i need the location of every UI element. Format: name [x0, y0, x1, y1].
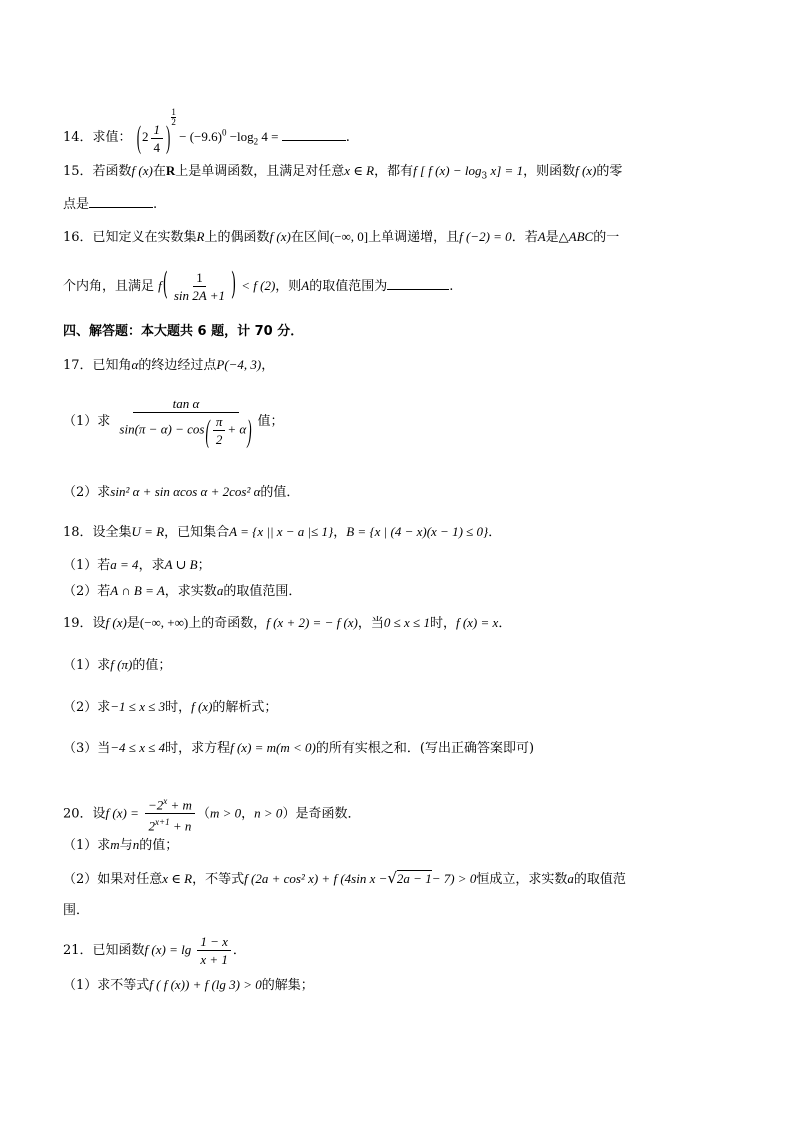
question-19-stem: 19．设f (x)是(−∞, +∞)上的奇函数，f (x + 2) = − f (x)，当0 ≤ x ≤ 1时，f (x) = x．	[63, 615, 512, 631]
question-20-stem: 20．设f (x) = $\frac{-2^x + m}{2^{x+1} + n}$ （m > 0，n > 0）是奇函数．	[63, 796, 361, 834]
question-20-part-2: （2）如果对任意x ∈ R，不等式f (2a + cos² x) + f (4sin x −√2a − 1− 7) > 0恒成立，求实数a的取值范	[63, 869, 626, 887]
question-17-stem: 17．已知角α的终边经过点P(−4, 3)，	[63, 357, 275, 373]
q14-expression: (2 $\frac{1}{4}$ ) $\frac{1}{2}$ − $(-9.6)^0 -\log_2$ 4 =	[136, 107, 279, 155]
question-14: 14．求值： (2 $\frac{1}{4}$ ) $\frac{1}{2}$ − $(-9.6)^0 -\log_2$ 4 = .	[63, 107, 350, 155]
question-18-part-2: （2）若A ∩ B = A，求实数a的取值范围．	[63, 583, 302, 599]
question-15-line-1: 15．若函数f (x)在R上是单调函数，且满足对任意x ∈ R，都有f [ f $(x) - \log_3 x] = 1$，则函数f (x)的零	[63, 163, 623, 182]
question-18-part-1: （1）若a = 4，求A ∪ B；	[63, 557, 211, 573]
question-15-line-2: 点是 .	[63, 197, 158, 212]
question-20-part-1: （1）求m与n的值；	[63, 837, 179, 853]
question-19-part-3: （3）当−4 ≤ x ≤ 4时，求方程f (x) = m(m < 0)的所有实根之和．(写出正确答案即可)	[63, 740, 535, 756]
question-19-part-1: （1）求f (π)的值；	[63, 657, 172, 673]
section-4-heading: 四、解答题：本大题共 6 题，计 70 分．	[63, 324, 304, 339]
question-18-stem: 18．设全集U = R，已知集合A = {x || x − a |≤ 1}，B = {x | (4 − x)(x − 1) ≤ 0}．	[63, 524, 502, 540]
q15-answer-blank	[89, 195, 153, 208]
question-21-stem: 21．已知函数f (x) = lg $\frac{1 - x}{x + 1}$ ．	[63, 934, 246, 967]
q16-answer-blank	[387, 277, 449, 290]
question-20-part-2-line-2: 围．	[63, 903, 90, 918]
question-16-line-1: 16．已知定义在实数集R上的偶函数f (x)在区间(−∞, 0]上单调递增，且f (−2) = 0．若A是△ABC的一	[63, 229, 620, 245]
question-19-part-2: （2）求−1 ≤ x ≤ 3时，f (x)的解析式；	[63, 699, 278, 715]
q14-prefix: 14．求值：	[63, 130, 132, 145]
question-16-line-2: 个内角，且满足 f( $\frac{1}{\sin 2A +1}$ ) < f (2)，则A的取值范围为 .	[63, 267, 454, 304]
question-17-part-2: （2）求sin² α + sin αcos α + 2cos² α的值．	[63, 484, 300, 500]
q14-answer-blank	[282, 128, 346, 141]
question-21-part-1: （1）求不等式f ( f (x)) + f (lg 3) > 0的解集；	[63, 977, 314, 993]
question-17-part-1: （1）求 tan α sin(π − α) − cos( $\frac{\pi}{2}$ + α) 值；	[63, 396, 284, 449]
